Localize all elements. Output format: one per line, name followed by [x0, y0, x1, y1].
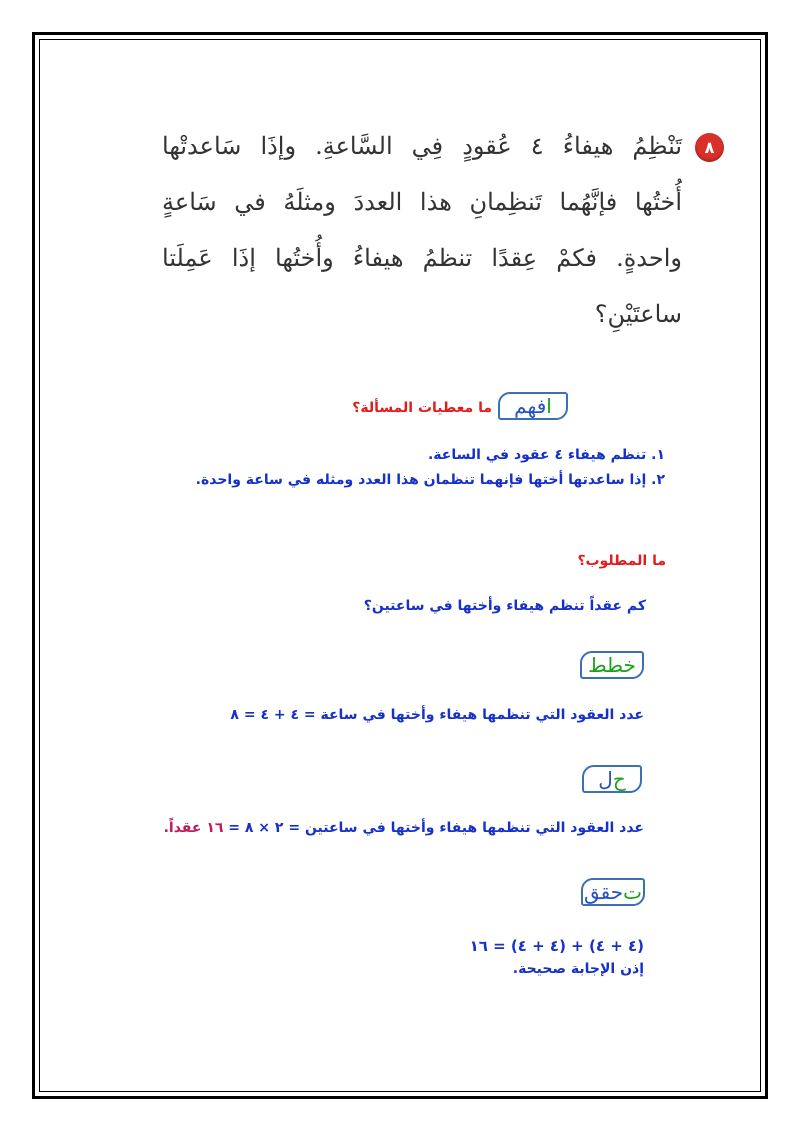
check-equation: (٤ + ٤) + (٤ + ٤) = ١٦ — [469, 937, 644, 955]
check-tag-main: ت — [623, 880, 642, 904]
plan-text: عدد العقود التي تنظمها هيفاء وأختها في ساعة = ٤ + ٤ = ٨ — [230, 707, 644, 723]
solve-tag — [582, 765, 642, 793]
understand-tag — [498, 392, 568, 420]
problem-statement — [162, 118, 682, 342]
required-label: ما المطلوب؟ — [577, 553, 666, 569]
solve-answer: ١٦ عقداً. — [163, 820, 224, 836]
problem-line: واحدةٍ. فكمْ عِقدًا تنظمُ هيفاءُ وأُختُها إذَا عَمِلَتا — [162, 244, 682, 272]
solve-tag-main: ح — [612, 767, 626, 791]
understand-tag-accent: فهم — [514, 394, 547, 418]
fact-2: ٢. إذا ساعدتها أختها فإنهما تنظمان هذا العدد ومثله في ساعة واحدة. — [195, 472, 665, 488]
check-tag — [581, 878, 645, 906]
plan-tag: خطط — [580, 651, 644, 679]
check-tag-accent: حقق — [584, 880, 624, 904]
fact-1: ١. تنظم هيفاء ٤ عقود في الساعة. — [427, 447, 665, 463]
understand-tag-main: ا — [546, 394, 552, 418]
understand-question: ما معطيات المسألة؟ — [352, 400, 492, 416]
required-text: كم عقداً تنظم هيفاء وأختها في ساعتين؟ — [363, 598, 646, 614]
problem-number-badge: ٨ — [695, 133, 724, 162]
solve-line — [164, 820, 644, 836]
solve-tag-accent: ل — [598, 767, 613, 791]
check-conclusion: إذن الإجابة صحيحة. — [512, 961, 644, 977]
problem-line: ساعتَيْنِ؟ — [594, 300, 682, 328]
solve-text: عدد العقود التي تنظمها هيفاء وأختها في ساعتين = ٢ × ٨ = — [223, 820, 644, 836]
problem-line: تَنْظِمُ هيفاءُ ٤ عُقودٍ فِي السَّاعةِ. وإذَا سَاعدتْها — [162, 132, 682, 160]
problem-line: أُختُها فإنَّهُما تَنظِمانِ هذا العددَ ومثلَهُ في سَاعةٍ — [162, 188, 682, 216]
